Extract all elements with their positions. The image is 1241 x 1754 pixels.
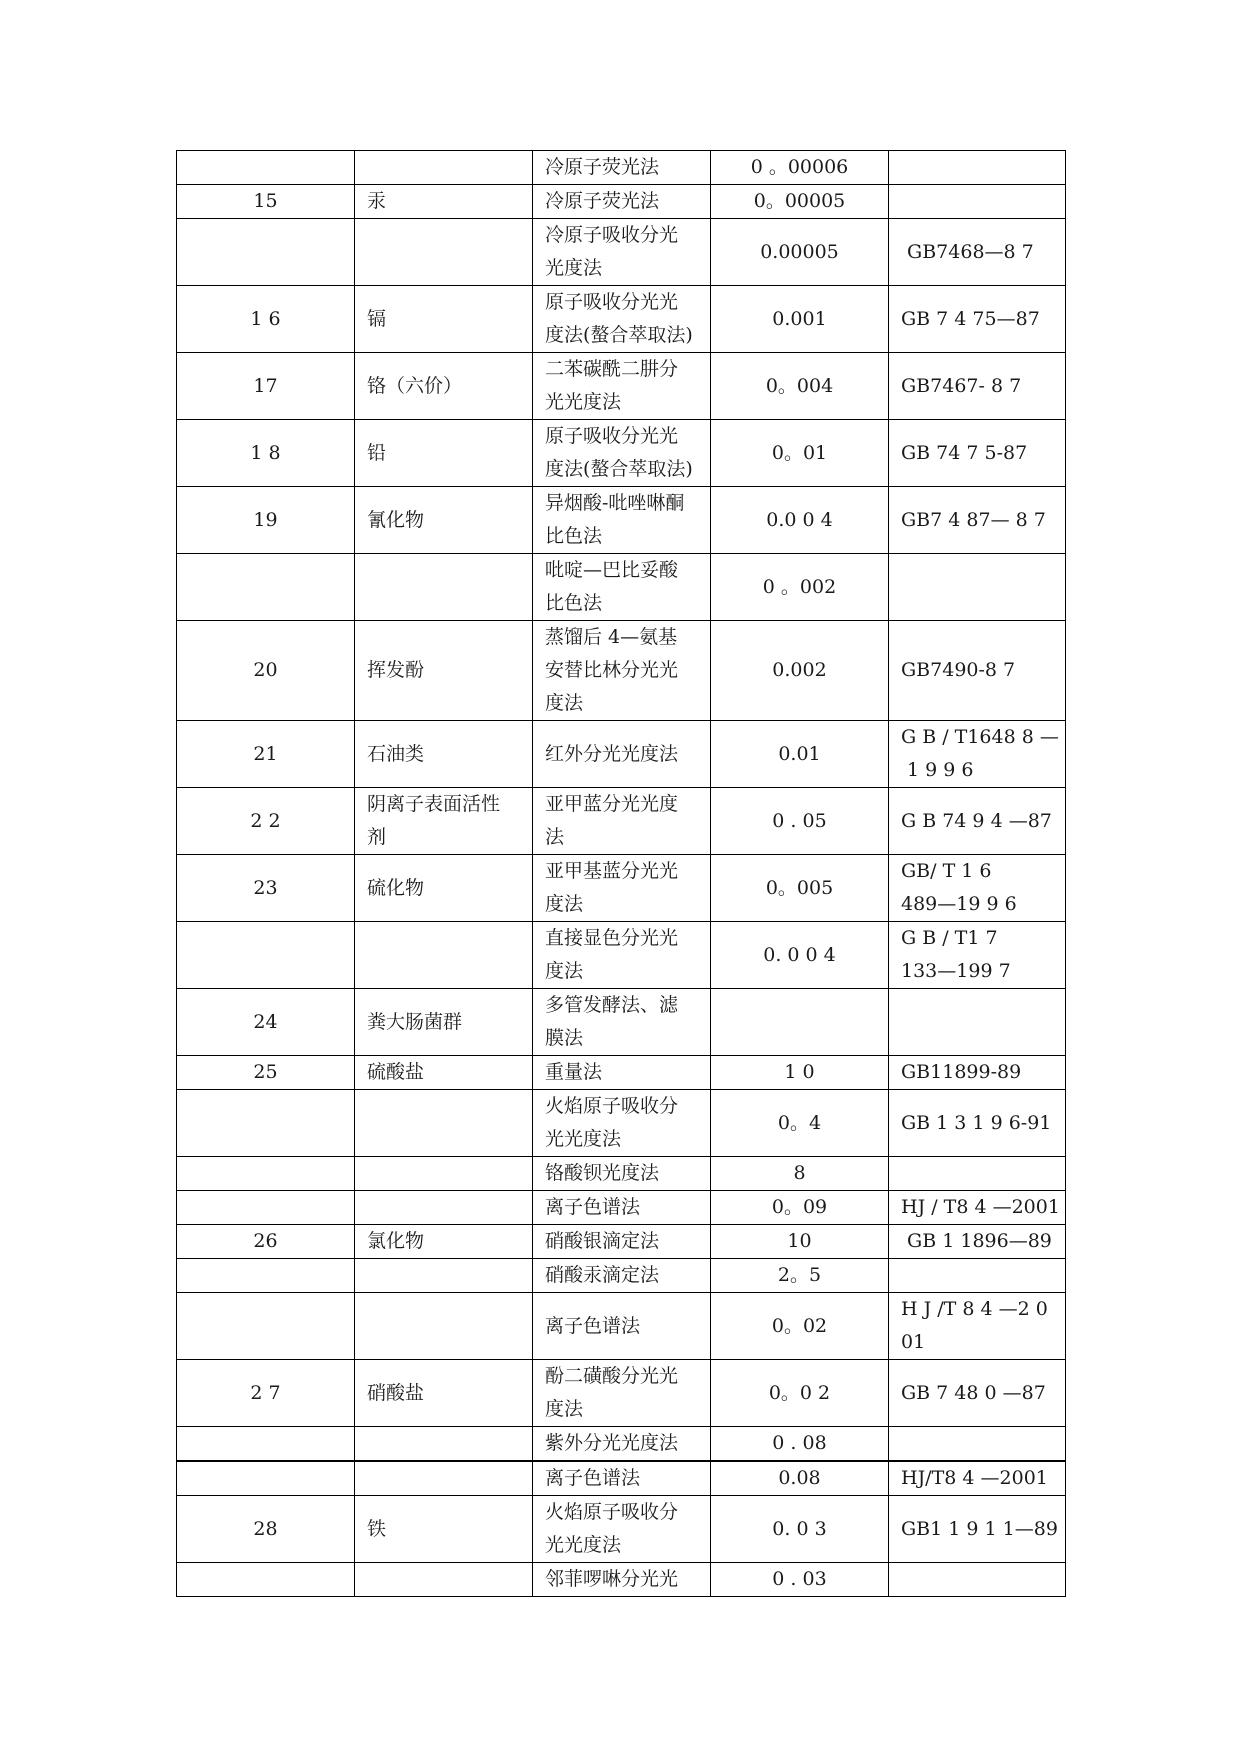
- table-row: [177, 353, 1066, 420]
- cell-detection-limit-text: 8: [793, 1162, 806, 1184]
- cell-standard-text: G B 74 9 4 —87: [901, 809, 1052, 832]
- cell-method: [533, 855, 711, 922]
- cell-method-text: 火焰原子吸收分 光光度法: [545, 1095, 679, 1150]
- cell-standard: [889, 1563, 1066, 1597]
- cell-standard: [889, 1056, 1066, 1090]
- cell-item: [355, 922, 533, 989]
- cell-standard: [889, 1496, 1066, 1563]
- cell-method-text: 紫外分光光度法: [545, 1432, 679, 1454]
- cell-standard-text: GB/ T 1 6 489—19 9 6: [901, 860, 1017, 915]
- cell-serial-number: [177, 788, 355, 855]
- cell-detection-limit: [711, 1496, 889, 1563]
- cell-standard: [889, 855, 1066, 922]
- cell-method: [533, 487, 711, 554]
- cell-detection-limit-text: 0.00005: [760, 240, 839, 263]
- cell-method-text: 冷原子吸收分光 光度法: [545, 224, 679, 279]
- detection-methods-table: [176, 150, 1066, 1597]
- cell-detection-limit-text: 0。02: [771, 1314, 828, 1337]
- cell-standard-text: G B / T1 7 133—199 7: [901, 927, 1011, 982]
- cell-detection-limit: [711, 1563, 889, 1597]
- cell-detection-limit: [711, 554, 889, 621]
- cell-detection-limit-text: 0。0 2: [768, 1381, 831, 1404]
- cell-serial-number: [177, 185, 355, 219]
- cell-item: [355, 554, 533, 621]
- cell-detection-limit-text: 1 0: [784, 1061, 815, 1083]
- cell-method: [533, 989, 711, 1056]
- cell-detection-limit: [711, 1427, 889, 1462]
- cell-detection-limit: [711, 1056, 889, 1090]
- cell-method: [533, 1191, 711, 1225]
- cell-serial-number-text: 28: [253, 1517, 278, 1540]
- table-row: [177, 286, 1066, 353]
- cell-item: [355, 1225, 533, 1259]
- cell-detection-limit-text: 0。00005: [753, 190, 846, 212]
- cell-serial-number: [177, 1563, 355, 1597]
- cell-detection-limit: [711, 353, 889, 420]
- table-row: [177, 855, 1066, 922]
- cell-detection-limit: [711, 1225, 889, 1259]
- cell-standard-text: H J /T 8 4 —2 0 01: [901, 1298, 1048, 1353]
- cell-item: [355, 1293, 533, 1360]
- cell-serial-number: [177, 855, 355, 922]
- cell-method-text: 原子吸收分光光 度法(螯合萃取法): [545, 291, 693, 346]
- table-row: [177, 1259, 1066, 1293]
- cell-item: [355, 1461, 533, 1496]
- cell-method-text: 硝酸银滴定法: [545, 1230, 660, 1252]
- cell-method-text: 亚甲基蓝分光光 度法: [545, 860, 679, 915]
- table-row: [177, 185, 1066, 219]
- cell-standard-text: GB 7 48 0 —87: [901, 1381, 1046, 1404]
- table-row: [177, 219, 1066, 286]
- cell-item: [355, 1427, 533, 1462]
- cell-detection-limit: [711, 219, 889, 286]
- cell-item-text: 铬（六价）: [367, 374, 463, 397]
- cell-serial-number: [177, 487, 355, 554]
- cell-detection-limit-text: 0。004: [765, 374, 834, 397]
- cell-serial-number: [177, 353, 355, 420]
- cell-detection-limit: [711, 721, 889, 788]
- cell-item-text: 粪大肠菌群: [367, 1010, 463, 1033]
- cell-detection-limit: [711, 1191, 889, 1225]
- cell-detection-limit-text: 0.08: [778, 1467, 821, 1489]
- table-row: [177, 1563, 1066, 1597]
- cell-item-text: 铁: [367, 1517, 387, 1540]
- cell-standard: [889, 621, 1066, 721]
- table-row: [177, 1225, 1066, 1259]
- cell-serial-number: [177, 922, 355, 989]
- cell-detection-limit: [711, 989, 889, 1056]
- cell-serial-number-text: 25: [253, 1061, 278, 1083]
- cell-detection-limit: [711, 855, 889, 922]
- cell-serial-number: [177, 286, 355, 353]
- cell-detection-limit-text: 0 . 08: [772, 1432, 827, 1454]
- cell-item-text: 挥发酚: [367, 659, 425, 681]
- cell-method: [533, 185, 711, 219]
- cell-detection-limit-text: 0 . 03: [772, 1568, 827, 1590]
- cell-standard: [889, 219, 1066, 286]
- cell-item: [355, 855, 533, 922]
- cell-detection-limit-text: 0 。002: [762, 575, 837, 598]
- cell-standard: [889, 922, 1066, 989]
- cell-serial-number: [177, 554, 355, 621]
- cell-serial-number: [177, 1496, 355, 1563]
- table-row: [177, 1090, 1066, 1157]
- cell-method: [533, 219, 711, 286]
- cell-method: [533, 151, 711, 185]
- cell-detection-limit: [711, 420, 889, 487]
- cell-item-text: 汞: [367, 190, 387, 212]
- cell-serial-number-text: 2 7: [250, 1381, 281, 1404]
- cell-standard-text: GB1 1 9 1 1—89: [901, 1517, 1058, 1540]
- cell-item: [355, 1157, 533, 1191]
- cell-standard-text: G B / T1648 8 — 1 9 9 6: [901, 726, 1059, 781]
- cell-detection-limit-text: 0. 0 0 4: [763, 943, 836, 966]
- cell-serial-number-text: 20: [253, 659, 278, 681]
- cell-standard: [889, 286, 1066, 353]
- table-body: [177, 151, 1066, 1597]
- cell-detection-limit: [711, 1090, 889, 1157]
- cell-standard-text: GB 1 3 1 9 6-91: [901, 1111, 1052, 1134]
- cell-detection-limit-text: 0。09: [771, 1196, 828, 1218]
- cell-standard-text: GB7468—8 7: [901, 240, 1034, 263]
- cell-method-text: 异烟酸-吡唑啉酮 比色法: [545, 492, 685, 547]
- cell-item-text: 石油类: [367, 742, 425, 765]
- cell-serial-number-text: 21: [253, 742, 278, 765]
- cell-item: [355, 286, 533, 353]
- cell-standard: [889, 420, 1066, 487]
- cell-method-text: 蒸馏后 4—氨基 安替比林分光光 度法: [545, 626, 679, 714]
- cell-item: [355, 420, 533, 487]
- cell-detection-limit-text: 0。01: [771, 441, 828, 464]
- cell-item: [355, 1360, 533, 1427]
- cell-detection-limit-text: 0. 0 3: [772, 1517, 827, 1540]
- cell-method: [533, 1461, 711, 1496]
- cell-standard: [889, 1293, 1066, 1360]
- cell-item-text: 硫酸盐: [367, 1061, 425, 1083]
- cell-method: [533, 420, 711, 487]
- cell-item-text: 硫化物: [367, 876, 425, 899]
- cell-method-text: 重量法: [545, 1061, 603, 1083]
- cell-method: [533, 922, 711, 989]
- cell-detection-limit: [711, 621, 889, 721]
- cell-item: [355, 1259, 533, 1293]
- cell-item-text: 氯化物: [367, 1230, 425, 1252]
- cell-method: [533, 721, 711, 788]
- cell-serial-number: [177, 1191, 355, 1225]
- cell-item: [355, 788, 533, 855]
- cell-serial-number: [177, 621, 355, 721]
- table-row: [177, 1056, 1066, 1090]
- cell-detection-limit: [711, 185, 889, 219]
- cell-detection-limit: [711, 922, 889, 989]
- cell-method: [533, 1056, 711, 1090]
- cell-serial-number-text: 23: [253, 876, 278, 899]
- table-row: [177, 487, 1066, 554]
- cell-standard: [889, 788, 1066, 855]
- cell-detection-limit-text: 0.002: [772, 659, 827, 681]
- cell-standard: [889, 1225, 1066, 1259]
- cell-detection-limit-text: 0。4: [777, 1111, 822, 1134]
- cell-method: [533, 1157, 711, 1191]
- cell-serial-number-text: 1 8: [250, 441, 281, 464]
- cell-method-text: 硝酸汞滴定法: [545, 1264, 660, 1286]
- cell-detection-limit: [711, 788, 889, 855]
- cell-item: [355, 621, 533, 721]
- cell-item-text: 铅: [367, 441, 387, 464]
- cell-method: [533, 554, 711, 621]
- cell-serial-number: [177, 151, 355, 185]
- cell-detection-limit: [711, 286, 889, 353]
- cell-method-text: 离子色谱法: [545, 1196, 641, 1218]
- table-row: [177, 1496, 1066, 1563]
- table-row: [177, 420, 1066, 487]
- cell-method-text: 原子吸收分光光 度法(螯合萃取法): [545, 425, 693, 480]
- cell-method-text: 铬酸钡光度法: [545, 1162, 660, 1184]
- cell-item-text: 氰化物: [367, 508, 425, 531]
- cell-serial-number: [177, 1427, 355, 1462]
- cell-method-text: 离子色谱法: [545, 1467, 641, 1489]
- cell-serial-number: [177, 1157, 355, 1191]
- cell-method-text: 二苯碳酰二肼分 光光度法: [545, 358, 679, 413]
- cell-method-text: 酚二磺酸分光光 度法: [545, 1365, 679, 1420]
- table-row: [177, 1461, 1066, 1496]
- cell-serial-number: [177, 1225, 355, 1259]
- cell-item: [355, 219, 533, 286]
- cell-serial-number-text: 24: [253, 1010, 278, 1033]
- cell-item-text: 镉: [367, 307, 387, 330]
- cell-item: [355, 487, 533, 554]
- cell-serial-number: [177, 1461, 355, 1496]
- cell-detection-limit-text: 10: [787, 1230, 812, 1252]
- cell-item: [355, 721, 533, 788]
- cell-method: [533, 621, 711, 721]
- cell-serial-number: [177, 721, 355, 788]
- cell-standard-text: GB 7 4 75—87: [901, 307, 1040, 330]
- cell-method: [533, 1360, 711, 1427]
- cell-method: [533, 1293, 711, 1360]
- cell-standard-text: GB 1 1896—89: [901, 1230, 1052, 1252]
- cell-standard: [889, 1157, 1066, 1191]
- cell-standard-text: GB7490-8 7: [901, 659, 1016, 681]
- cell-standard-text: HJ / T8 4 —2001: [901, 1196, 1060, 1218]
- cell-detection-limit: [711, 1461, 889, 1496]
- cell-item: [355, 1056, 533, 1090]
- cell-method-text: 离子色谱法: [545, 1314, 641, 1337]
- cell-standard: [889, 1191, 1066, 1225]
- cell-detection-limit-text: 2。5: [777, 1264, 822, 1286]
- cell-serial-number: [177, 219, 355, 286]
- cell-method-text: 红外分光光度法: [545, 742, 679, 765]
- table-row: [177, 788, 1066, 855]
- table-row: [177, 1427, 1066, 1462]
- cell-method: [533, 788, 711, 855]
- cell-serial-number-text: 15: [253, 190, 278, 212]
- cell-detection-limit-text: 0。005: [765, 876, 834, 899]
- cell-standard-text: GB7467- 8 7: [901, 374, 1022, 397]
- cell-serial-number-text: 2 2: [250, 809, 281, 832]
- cell-detection-limit: [711, 1360, 889, 1427]
- cell-detection-limit-text: 0.001: [772, 307, 827, 330]
- cell-standard: [889, 353, 1066, 420]
- table-row: [177, 1360, 1066, 1427]
- cell-standard: [889, 185, 1066, 219]
- cell-item: [355, 1090, 533, 1157]
- cell-method: [533, 353, 711, 420]
- cell-serial-number: [177, 1293, 355, 1360]
- cell-serial-number: [177, 1090, 355, 1157]
- cell-standard-text: GB 74 7 5-87: [901, 441, 1028, 464]
- cell-standard: [889, 1090, 1066, 1157]
- cell-item-text: 阴离子表面活性 剂: [367, 793, 501, 848]
- cell-detection-limit: [711, 1293, 889, 1360]
- cell-standard: [889, 1461, 1066, 1496]
- cell-standard: [889, 721, 1066, 788]
- cell-detection-limit: [711, 1157, 889, 1191]
- cell-serial-number: [177, 1056, 355, 1090]
- cell-method: [533, 286, 711, 353]
- cell-standard: [889, 989, 1066, 1056]
- cell-detection-limit-text: 0.01: [778, 742, 821, 765]
- cell-detection-limit-text: 0 . 05: [772, 809, 827, 832]
- table-row: [177, 989, 1066, 1056]
- cell-item: [355, 1191, 533, 1225]
- table-row: [177, 1293, 1066, 1360]
- cell-method-text: 亚甲蓝分光光度 法: [545, 793, 679, 848]
- cell-method: [533, 1225, 711, 1259]
- cell-serial-number: [177, 1360, 355, 1427]
- cell-serial-number-text: 17: [253, 374, 278, 397]
- cell-method: [533, 1563, 711, 1597]
- cell-standard: [889, 487, 1066, 554]
- cell-standard: [889, 554, 1066, 621]
- cell-detection-limit: [711, 151, 889, 185]
- cell-detection-limit-text: 0.0 0 4: [766, 508, 833, 531]
- table-row: [177, 621, 1066, 721]
- cell-standard: [889, 1259, 1066, 1293]
- cell-item: [355, 1496, 533, 1563]
- table-row: [177, 554, 1066, 621]
- cell-method-text: 火焰原子吸收分 光光度法: [545, 1501, 679, 1556]
- cell-method-text: 吡啶—巴比妥酸 比色法: [545, 559, 679, 614]
- cell-standard-text: GB7 4 87— 8 7: [901, 508, 1046, 531]
- cell-item: [355, 151, 533, 185]
- cell-serial-number-text: 26: [253, 1230, 278, 1252]
- cell-serial-number: [177, 989, 355, 1056]
- cell-method: [533, 1427, 711, 1462]
- cell-method-text: 冷原子荧光法: [545, 156, 660, 178]
- cell-item: [355, 353, 533, 420]
- table-row: [177, 721, 1066, 788]
- table-row: [177, 922, 1066, 989]
- cell-item: [355, 989, 533, 1056]
- cell-method: [533, 1090, 711, 1157]
- cell-serial-number: [177, 1259, 355, 1293]
- cell-serial-number-text: 19: [253, 508, 278, 531]
- cell-detection-limit: [711, 487, 889, 554]
- cell-standard-text: HJ/T8 4 —2001: [901, 1467, 1048, 1489]
- cell-standard-text: GB11899-89: [901, 1061, 1022, 1083]
- cell-detection-limit: [711, 1259, 889, 1293]
- cell-standard: [889, 151, 1066, 185]
- table-row: [177, 1191, 1066, 1225]
- cell-method-text: 冷原子荧光法: [545, 190, 660, 212]
- cell-detection-limit-text: 0 。00006: [750, 156, 849, 178]
- cell-method-text: 直接显色分光光 度法: [545, 927, 679, 982]
- cell-serial-number: [177, 420, 355, 487]
- cell-method-text: 多管发酵法、滤 膜法: [545, 994, 679, 1049]
- cell-item: [355, 1563, 533, 1597]
- table-row: [177, 1157, 1066, 1191]
- cell-method: [533, 1496, 711, 1563]
- cell-item-text: 硝酸盐: [367, 1381, 425, 1404]
- cell-method: [533, 1259, 711, 1293]
- cell-standard: [889, 1360, 1066, 1427]
- cell-standard: [889, 1427, 1066, 1462]
- cell-item: [355, 185, 533, 219]
- cell-method-text: 邻菲啰啉分光光: [545, 1568, 679, 1590]
- cell-serial-number-text: 1 6: [250, 307, 281, 330]
- table-row: [177, 151, 1066, 185]
